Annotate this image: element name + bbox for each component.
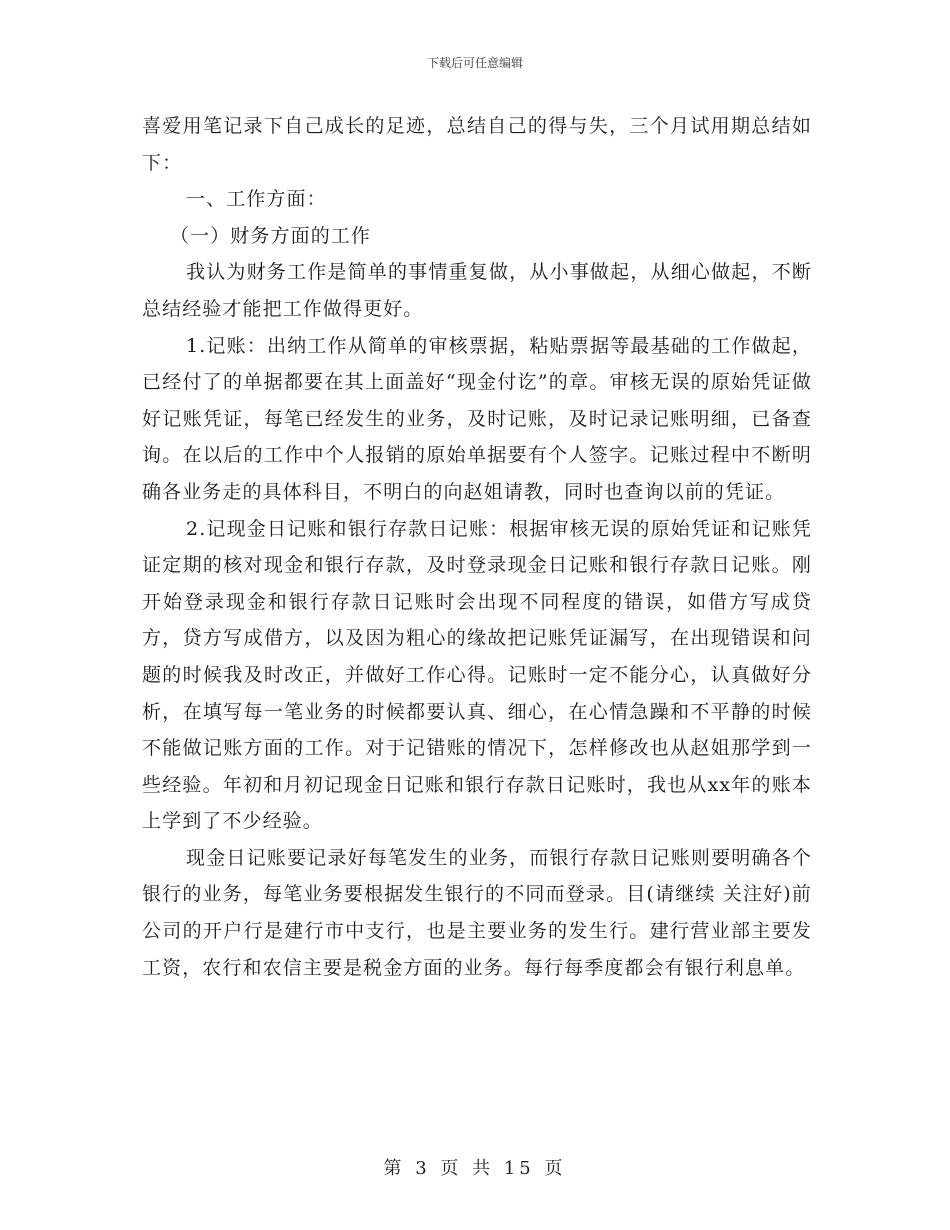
- page-footer: 第 3 页 共 15 页: [383, 1158, 567, 1179]
- section-heading-work: 一、工作方面：: [186, 188, 327, 211]
- paragraph-finance-view: 我认为财务工作是简单的事情重复做，从小事做起，从细心做起，不断总结经验才能把工作做得更好。: [142, 261, 812, 320]
- page-header: 下载后可任意编辑: [426, 56, 523, 70]
- paragraph-bookkeeping: 1.记账：出纳工作从简单的审核票据，粘贴票据等最基础的工作做起，已经付了的单据都要在其上面盖好“现金付讫”的章。审核无误的原始凭证做好记账凭证，每笔已经发生的业务，及时记账，及时记录记账明细，已备查询。在以后的工作中个人报销的原始单据要有个人签字。记账过程中不断明确各业务走的具体科目，不明白的向赵姐请教，同时也查询以前的凭证。: [142, 334, 812, 503]
- paragraph-bank-journal: 现金日记账要记录好每笔发生的业务，而银行存款日记账则要明确各个银行的业务，每笔业务要根据发生银行的不同而登录。目(请继续 关注好)前公司的开户行是建行市中支行，也是主要业务的发生行。建行营业部主要发工资，农行和农信主要是税金方面的业务。每行每季度都会有银行利息单。: [142, 846, 812, 979]
- paragraph-journal: 2.记现金日记账和银行存款日记账：根据审核无误的原始凭证和记账凭证定期的核对现金和银行存款，及时登录现金日记账和银行存款日记账。刚开始登录现金和银行存款日记账时会出现不同程度的错误，如借方写成贷方，贷方写成借方，以及因为粗心的缘故把记账凭证漏写，在出现错误和问题的时候我及时改正，并做好工作心得。记账时一定不能分心，认真做好分析，在填写每一笔业务的时候都要认真、细心，在心情急躁和不平静的时候不能做记账方面的工作。对于记错账的情况下，怎样修改也从赵姐那学到一些经验。年初和月初记现金日记账和银行存款日记账时，我也从xx年的账本上学到了不少经验。: [142, 517, 812, 833]
- paragraph-intro: 喜爱用笔记录下自己成长的足迹，总结自己的得与失，三个月试用期总结如下：: [142, 115, 812, 174]
- document-body: [142, 108, 812, 986]
- subsection-heading-finance: （一）财务方面的工作: [170, 224, 372, 247]
